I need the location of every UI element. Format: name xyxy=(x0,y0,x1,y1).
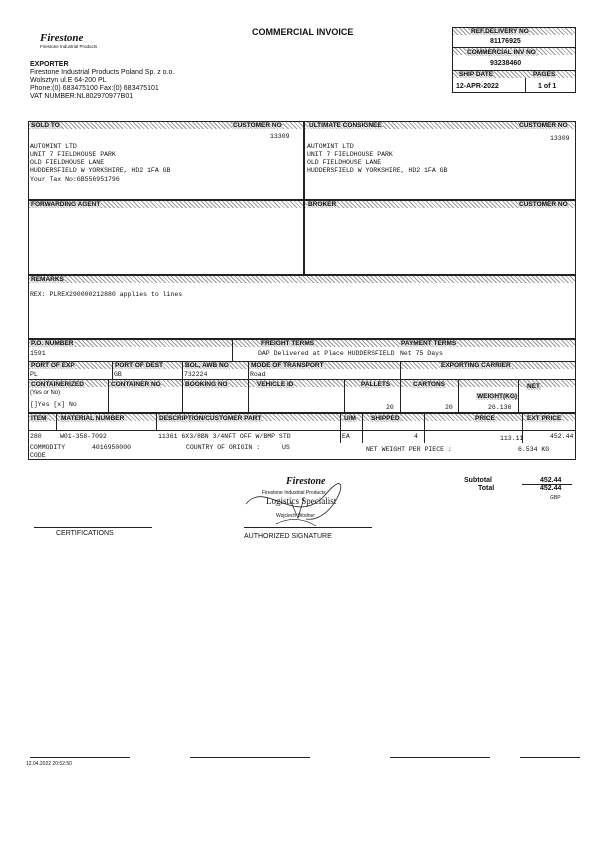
print-timestamp: 12.04.2022 20:52:50 xyxy=(26,761,72,767)
stamp-line: Firestone Industrial Products xyxy=(262,490,326,496)
row-price: 113.11 xyxy=(500,435,524,442)
commercial-inv-value: 93238460 xyxy=(490,60,522,67)
stamp-logo: Firestone xyxy=(286,476,326,487)
pallets-label: PALLETS xyxy=(361,381,391,388)
sold-to-label: SOLD TO xyxy=(31,122,60,129)
ref-delivery-value: 81176925 xyxy=(490,38,521,45)
authorized-signature-label: AUTHORIZED SIGNATURE xyxy=(244,533,332,540)
net-weight-value: 26.136 xyxy=(488,404,512,411)
broker-box xyxy=(304,200,576,275)
exporting-carrier-label: EXPORTING CARRIER xyxy=(441,362,511,369)
subtotal-value: 452.44 xyxy=(540,477,562,484)
signature-scribble xyxy=(236,474,346,534)
broker-customer-no-label: CUSTOMER NO xyxy=(519,201,568,208)
subtotal-label: Subtotal xyxy=(464,477,492,484)
total-value: 452.44 xyxy=(540,485,562,492)
row-shipped: 4 xyxy=(414,433,418,440)
mode-transport-label: MODE OF TRANSPORT xyxy=(251,362,324,369)
commercial-inv-label: COMMERCIAL INV NO xyxy=(467,49,536,56)
origin-value: US xyxy=(282,444,290,451)
pages-value: 1 of 1 xyxy=(538,83,557,90)
freight-terms-value: DAP Delivered at Place HUDDERSFIELD xyxy=(258,350,395,357)
container-no-label: CONTAINER NO xyxy=(111,381,161,388)
containerized-sub: (Yes or No) xyxy=(30,390,61,396)
remarks-box xyxy=(28,275,576,339)
pallets-value: 20 xyxy=(386,404,394,411)
commodity-value: 4016950000 xyxy=(92,444,132,451)
sold-to-line: AUTOMINT LTD xyxy=(30,143,77,150)
containerized-label: CONTAINERIZED xyxy=(31,381,84,388)
exporter-line: VAT NUMBER:NL802970977B01 xyxy=(30,93,134,100)
mode-transport-value: Road xyxy=(250,371,266,378)
row-description: 11361 6X3/8BN 3/4NFT OFF W/BMP STD xyxy=(158,433,291,440)
net-weight-label: NET xyxy=(527,383,540,390)
consignee-customer-no: 13309 xyxy=(550,135,570,142)
po-value: 1591 xyxy=(30,350,46,357)
payment-terms-value: Net 75 Days xyxy=(400,350,443,357)
forwarding-agent-box xyxy=(28,200,304,275)
port-dest-label: PORT OF DEST xyxy=(115,362,164,369)
sold-to-line: HUDDERSFIELD W YORKSHIRE, HD2 1FA GB xyxy=(30,167,171,174)
port-dest-value: GB xyxy=(114,371,122,378)
company-logo: Firestone xyxy=(40,32,84,44)
net-weight-label2: WEIGHT(KG) xyxy=(477,393,518,400)
bol-value: 732224 xyxy=(184,371,208,378)
containerized-value: []Yes [x] No xyxy=(30,401,77,408)
row-ext-price: 452.44 xyxy=(550,433,574,440)
total-label: Total xyxy=(478,485,495,492)
freight-terms-label: FREIGHT TERMS xyxy=(261,340,315,347)
row-um: EA xyxy=(342,433,350,440)
stamp-line: Wojciech Wodner xyxy=(276,513,315,519)
broker-label: BROKER xyxy=(308,201,337,208)
row-item: 280 xyxy=(30,433,42,440)
consignee-line: OLD FIELDHOUSE LANE xyxy=(307,159,382,166)
items-header-description: DESCRIPTION/CUSTOMER PART xyxy=(159,415,262,422)
net-weight-piece-label: NET WEIGHT PER PIECE : xyxy=(366,446,452,453)
consignee-customer-no-label: CUSTOMER NO xyxy=(519,122,568,129)
items-header-shipped: SHIPPED xyxy=(371,415,400,422)
bol-label: BOL, AWB NO xyxy=(185,362,229,369)
consignee-line: UNIT 7 FIELDHOUSE PARK xyxy=(307,151,393,158)
certifications-label: CERTIFICATIONS xyxy=(56,530,114,537)
sold-to-customer-no: 13309 xyxy=(270,133,290,140)
stamp-line: Logistics Specialist xyxy=(266,496,337,506)
po-label: P.O. NUMBER xyxy=(31,340,74,347)
origin-label: COUNTRY OF ORIGIN : xyxy=(186,444,261,451)
consignee-line: AUTOMINT LTD xyxy=(307,143,354,150)
cartons-label: CARTONS xyxy=(413,381,446,388)
sold-to-customer-no-label: CUSTOMER NO xyxy=(233,122,282,129)
exporter-line: Phone:(0) 683475100 Fax:(0) 683475101 xyxy=(30,85,159,92)
port-exp-label: PORT OF EXP xyxy=(31,362,75,369)
consignee-label: ULTIMATE CONSIGNEE xyxy=(309,122,382,129)
cartons-value: 20 xyxy=(445,404,453,411)
ref-delivery-label: REF.DELIVERY NO xyxy=(471,28,529,35)
items-header-price: PRICE xyxy=(475,415,495,422)
items-header-material: MATERIAL NUMBER xyxy=(61,415,125,422)
code-label: CODE xyxy=(30,452,46,459)
currency-label: GBP xyxy=(550,495,561,501)
items-header-um: U/M xyxy=(344,415,356,422)
exporter-label: EXPORTER xyxy=(30,61,69,68)
commodity-label: COMMODITY xyxy=(30,444,66,451)
exporter-line: Wolsztyn ul.E 64-200 PL xyxy=(30,77,107,84)
ship-date-label: SHIP DATE xyxy=(459,71,494,78)
remarks-text: REX: PLREX290000212880 applies to lines xyxy=(30,291,183,298)
pages-label: PAGES xyxy=(533,71,556,78)
row-material: W01-358-7092 xyxy=(60,433,107,440)
forwarding-agent-label: FORWARDING AGENT xyxy=(31,201,101,208)
vehicle-id-label: VEHICLE ID xyxy=(257,381,294,388)
document-title: COMMERCIAL INVOICE xyxy=(252,27,354,37)
port-exp-value: PL xyxy=(30,371,38,378)
consignee-line: HUDDERSFIELD W YORKSHIRE, HD2 1FA GB xyxy=(307,167,448,174)
sold-to-line: OLD FIELDHOUSE LANE xyxy=(30,159,105,166)
ship-date-value: 12-APR-2022 xyxy=(456,83,499,90)
net-weight-piece-value: 6.534 KG xyxy=(518,446,550,453)
sold-to-line: Your Tax No:GB556951796 xyxy=(30,176,120,183)
remarks-label: REMARKS xyxy=(31,276,64,283)
company-logo-subtext: Firestone Industrial Products xyxy=(40,44,98,49)
booking-no-label: BOOKING NO xyxy=(185,381,228,388)
sold-to-line: UNIT 7 FIELDHOUSE PARK xyxy=(30,151,116,158)
exporter-line: Firestone Industrial Products Poland Sp. z o.o. xyxy=(30,69,175,76)
items-header-ext-price: EXT PRICE xyxy=(527,415,562,422)
items-header-item: ITEM xyxy=(31,415,47,422)
payment-terms-label: PAYMENT TERMS xyxy=(401,340,457,347)
